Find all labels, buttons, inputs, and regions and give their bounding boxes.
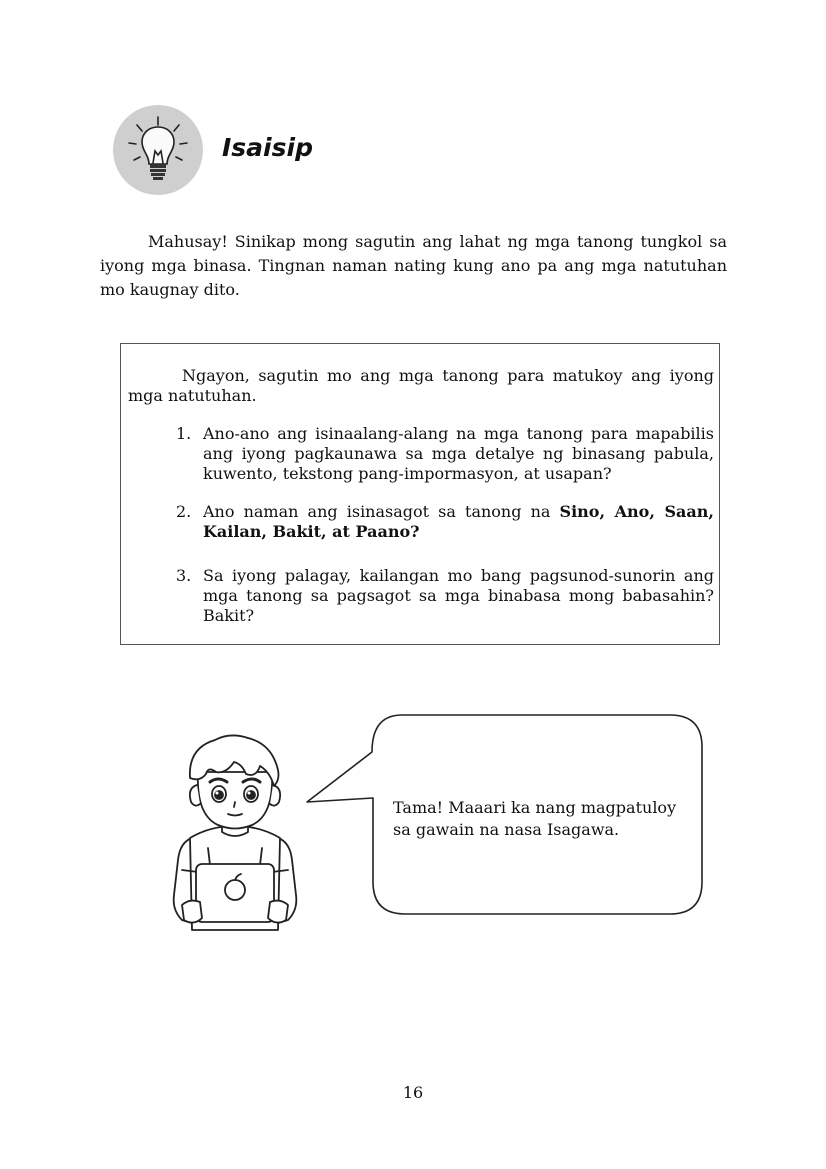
- boy-illustration: [160, 730, 310, 935]
- question-number: 1.: [176, 424, 192, 443]
- question-text: Sa iyong palagay, kailangan mo bang pagsunod-sunorin ang mga tanong sa pagsagot sa mga binabasa mong babasahin? Bakit?: [203, 566, 714, 625]
- lightbulb-icon: [113, 105, 203, 195]
- question-box: [120, 343, 720, 645]
- question-item-1: [176, 424, 714, 484]
- section-title: Isaisip: [222, 133, 313, 162]
- speech-text: Tama! Maaari ka nang magpatuloy sa gawain na nasa Isagawa.: [393, 798, 677, 839]
- question-number: 3.: [176, 566, 192, 585]
- page-number: 16: [402, 1083, 424, 1102]
- question-text-bold: Sino, Ano, Saan, Kailan, Bakit, at Paano?: [203, 502, 714, 541]
- question-item-2: [176, 502, 714, 542]
- box-intro-text: Ngayon, sagutin mo ang mga tanong para matukoy ang iyong mga natutuhan.: [128, 366, 714, 405]
- question-text-plain: Ano naman ang isinasagot sa tanong na: [203, 502, 560, 521]
- question-item-3: [176, 566, 714, 626]
- intro-text: Mahusay! Sinikap mong sagutin ang lahat ng mga tanong tungkol sa iyong mga binasa. Tingnan naman nating kung ano pa ang mga natutuhan mo kaugnay dito.: [100, 232, 727, 299]
- question-text: [203, 502, 714, 542]
- question-text: Ano-ano ang isinaalang-alang na mga tanong para mapabilis ang iyong pagkaunawa sa mga detalye ng binasang pabula, kuwento, tekstong pang-impormasyon, at usapan?: [203, 424, 714, 483]
- question-number: 2.: [176, 502, 192, 521]
- intro-paragraph: [100, 230, 727, 302]
- box-intro: [128, 366, 714, 406]
